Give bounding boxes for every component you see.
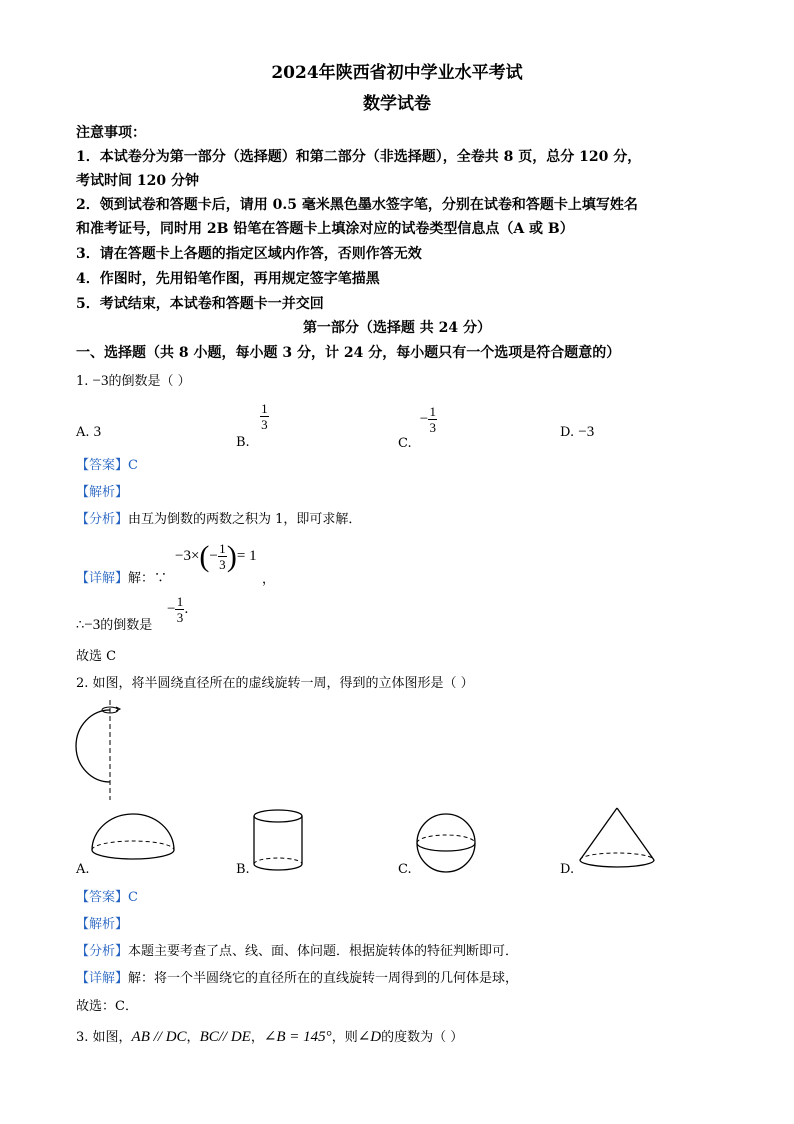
q1-option-b: B. $\frac{1}{3}$ (236, 401, 268, 450)
q2-option-b: B. (236, 862, 250, 877)
q1-detail-comma: ， (262, 572, 276, 587)
notes-heading: 注意事项： (76, 125, 146, 141)
q2-analysis: 【分析】本题主要考查了点、线、面、体问题．根据旋转体的特征判断即可． (76, 944, 519, 959)
q1-option-d: D. −3 (560, 424, 595, 440)
q1-detail-label: 【详解】解：∵ (76, 571, 168, 586)
q1-option-c: C. − $\frac{1}{3}$ (398, 404, 436, 451)
note-1b: 考试时间 120 分钟 (76, 173, 199, 189)
q1-therefore-result: − $\frac{1}{3}$ . (167, 594, 189, 625)
q1-conclusion: 故选 C (76, 649, 117, 664)
note-2a: 2．领到试卷和答题卡后，请用 0.5 毫米黑色墨水签字笔，分别在试卷和答题卡上填写姓名 (76, 197, 638, 213)
q2-answer: 【答案】C (76, 890, 138, 905)
q2-detail: 【详解】解：将一个半圆绕它的直径所在的直线旋转一周得到的几何体是球， (76, 971, 519, 986)
q2-analysis-tag: 【解析】 (76, 917, 129, 932)
part1-heading: 第一部分（选择题 共 24 分） (302, 320, 492, 336)
q1-therefore: ∴−3的倒数是 (76, 617, 153, 633)
q2-stem: 2. 如图，将半圆绕直径所在的虚线旋转一周，得到的立体图形是（ ） (76, 676, 474, 691)
sphere-icon (414, 812, 478, 874)
cone-icon (576, 806, 658, 872)
note-3: 3．请在答题卡上各题的指定区域内作答，否则作答无效 (76, 246, 422, 262)
q3-stem: 3. 如图，AB // DC，BC// DE，∠B = 145°，则∠D的度数为（ ） (76, 1029, 464, 1045)
semicircle-figure (70, 698, 130, 802)
section-heading: 一、选择题（共 8 小题，每小题 3 分，计 24 分，每小题只有一个选项是符合题意的） (76, 345, 621, 361)
q2-option-a: A. (76, 862, 90, 877)
q1-option-a: A. 3 (76, 424, 102, 440)
q1-answer: 【答案】C (76, 458, 138, 473)
note-1a: 1．本试卷分为第一部分（选择题）和第二部分（非选择题），全卷共 8 页，总分 120 分， (76, 149, 642, 165)
exam-subtitle: 数学试卷 (363, 94, 431, 114)
q2-conclusion: 故选：C． (76, 999, 138, 1014)
q2-option-d: D. (560, 862, 575, 877)
q1-stem: 1. −3的倒数是（ ） (76, 373, 191, 389)
note-5: 5．考试结束，本试卷和答题卡一并交回 (76, 296, 324, 312)
cylinder-icon (250, 808, 306, 874)
q1-analysis: 【分析】由互为倒数的两数之积为 1，即可求解． (76, 512, 362, 527)
note-4: 4．作图时，先用铅笔作图，再用规定签字笔描黑 (76, 271, 380, 287)
hemisphere-icon (88, 812, 178, 866)
q2-option-c: C. (398, 862, 412, 877)
q1-detail-equation: −3×(− $\frac{1}{3}$ )= 1 (175, 540, 257, 573)
q1-analysis-tag: 【解析】 (76, 485, 129, 500)
exam-title: 2024年陕西省初中学业水平考试 (271, 63, 523, 83)
note-2b: 和准考证号，同时用 2B 铅笔在答题卡上填涂对应的试卷类型信息点（A 或 B） (76, 221, 574, 237)
